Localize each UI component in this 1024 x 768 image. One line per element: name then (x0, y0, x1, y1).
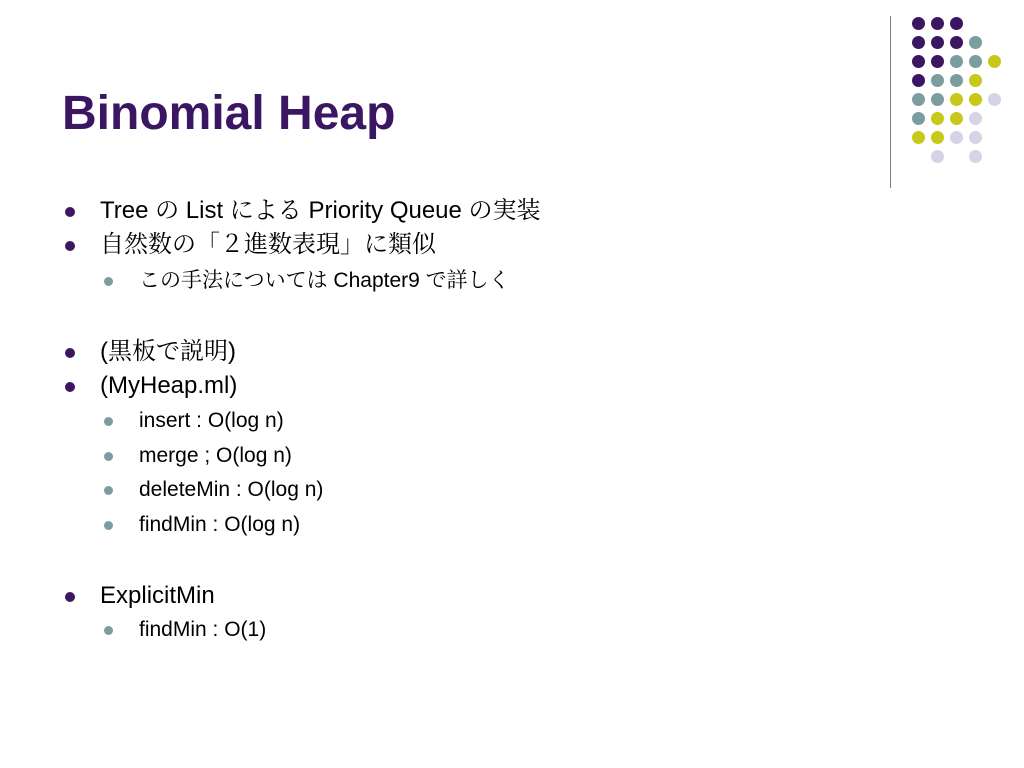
sub-bullet-dot (104, 417, 113, 426)
decor-dot (912, 55, 925, 68)
bullet-text: merge ; O(log n) (139, 444, 292, 467)
bullet-text: (MyHeap.ml) (100, 372, 238, 399)
bullet-text: (黒板で説明) (100, 338, 236, 365)
bullet-text: findMin : O(log n) (139, 513, 301, 536)
sub-bullet-dot (104, 626, 113, 635)
decor-dot (969, 93, 982, 106)
sub-bullet-dot (104, 521, 113, 530)
decor-dot (912, 112, 925, 125)
decor-dot (950, 36, 963, 49)
bullet-text: findMin : O(1) (139, 618, 267, 641)
sub-bullet-dot (104, 452, 113, 461)
decor-dot (931, 93, 944, 106)
decor-dot (912, 74, 925, 87)
decor-dot (931, 150, 944, 163)
decor-dot (931, 17, 944, 30)
decor-dot (969, 74, 982, 87)
decor-dot (931, 36, 944, 49)
decor-dot (988, 55, 1001, 68)
decor-dot (950, 74, 963, 87)
decor-dot (969, 36, 982, 49)
decor-dot (912, 131, 925, 144)
bullet-text: 自然数の「２進数表現」に類似 (100, 231, 436, 258)
decor-dot (931, 112, 944, 125)
decor-dot (950, 112, 963, 125)
sub-bullet-dot (104, 277, 113, 286)
decor-dot (912, 93, 925, 106)
bullet-text: insert : O(log n) (139, 409, 284, 432)
decor-dot (931, 131, 944, 144)
slide-title: Binomial Heap (62, 87, 396, 140)
decorative-dot-grid (905, 10, 1010, 168)
bullet-text: ExplicitMin (100, 582, 215, 609)
decor-dot (969, 131, 982, 144)
decor-dot (912, 17, 925, 30)
bullet-dot (65, 241, 75, 251)
decor-dot (988, 93, 1001, 106)
decor-dot (950, 17, 963, 30)
bullet-dot (65, 348, 75, 358)
bullet-dot (65, 207, 75, 217)
decor-dot (969, 55, 982, 68)
bullet-dot (65, 382, 75, 392)
decor-dot (950, 131, 963, 144)
bullet-text: Tree の List による Priority Queue の実装 (100, 197, 541, 224)
bullet-text: deleteMin : O(log n) (139, 478, 324, 501)
decor-dot (969, 150, 982, 163)
decor-dot (950, 55, 963, 68)
decor-dot (931, 55, 944, 68)
decor-dot (969, 112, 982, 125)
decor-dot (950, 93, 963, 106)
bullet-text: この手法については Chapter9 で詳しく (139, 269, 510, 292)
vertical-divider (890, 16, 891, 188)
decor-dot (912, 36, 925, 49)
decor-dot (931, 74, 944, 87)
sub-bullet-dot (104, 486, 113, 495)
bullet-dot (65, 592, 75, 602)
